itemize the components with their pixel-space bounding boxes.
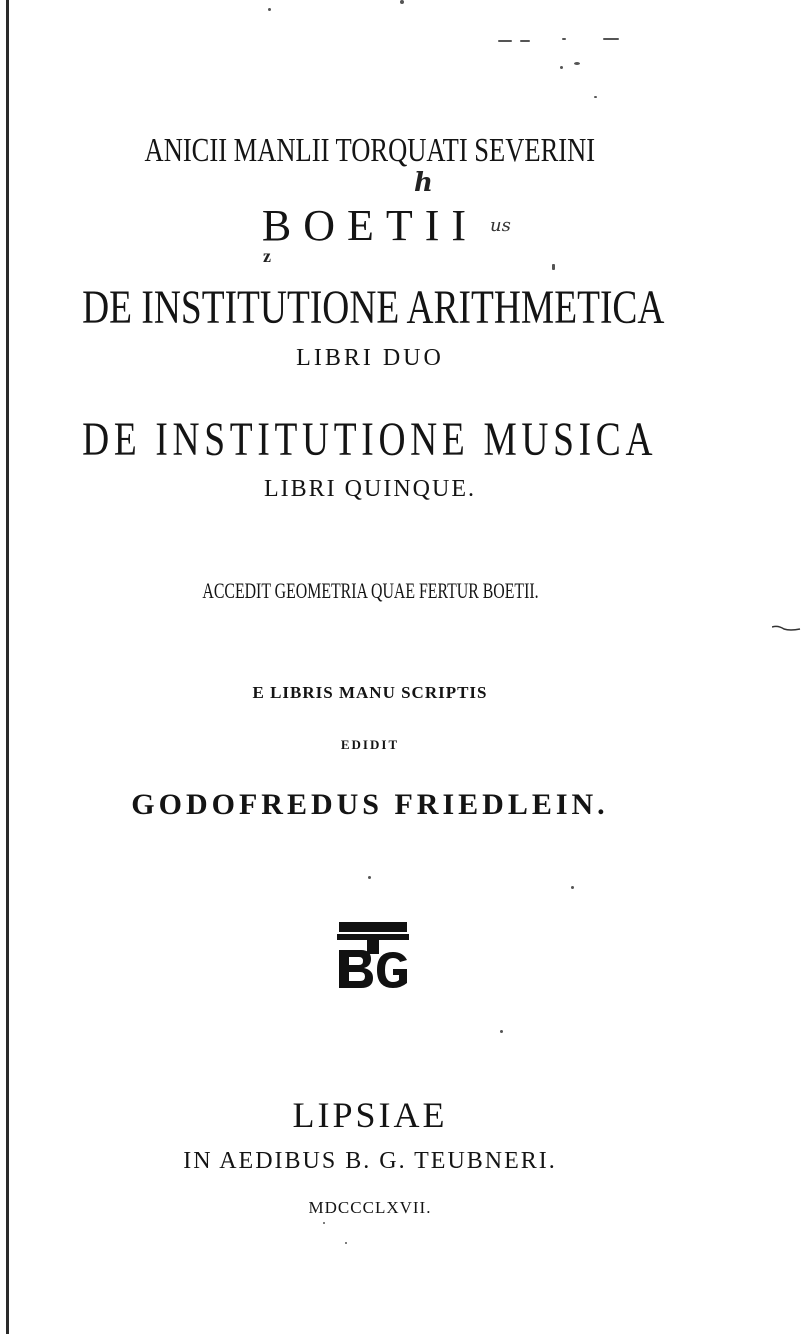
margin-pencil-mark [772,624,802,632]
work1-title: DE INSTITUTIONE ARITHMETICA [82,281,665,334]
work2-title: DE INSTITUTIONE MUSICA [82,413,658,466]
handwritten-h-annotation: h [414,168,433,198]
publication-year: MDCCCLXVII. [308,1198,432,1217]
publisher-logo-icon [337,920,409,990]
work1-books: LIBRI DUO [296,345,444,371]
handwritten-underline-mark: z [263,246,271,266]
author-forenames: ANICII MANLII TORQUATI SEVERINI [144,132,596,169]
work2-books: LIBRI QUINQUE. [264,476,476,502]
edited-by-label: EDIDIT [340,737,400,752]
appendix-note: ACCEDIT GEOMETRIA QUAE FERTUR BOETII. [201,578,539,603]
editor-name: GODOFREDUS FRIEDLEIN. [131,788,609,821]
author-name: BOETII [261,201,479,250]
manuscript-source: E LIBRIS MANU SCRIPTIS [252,683,488,702]
handwritten-us-annotation: us [490,215,511,236]
publication-city: LIPSIAE [292,1095,448,1135]
publisher-name: IN AEDIBUS B. G. TEUBNERI. [183,1148,557,1174]
